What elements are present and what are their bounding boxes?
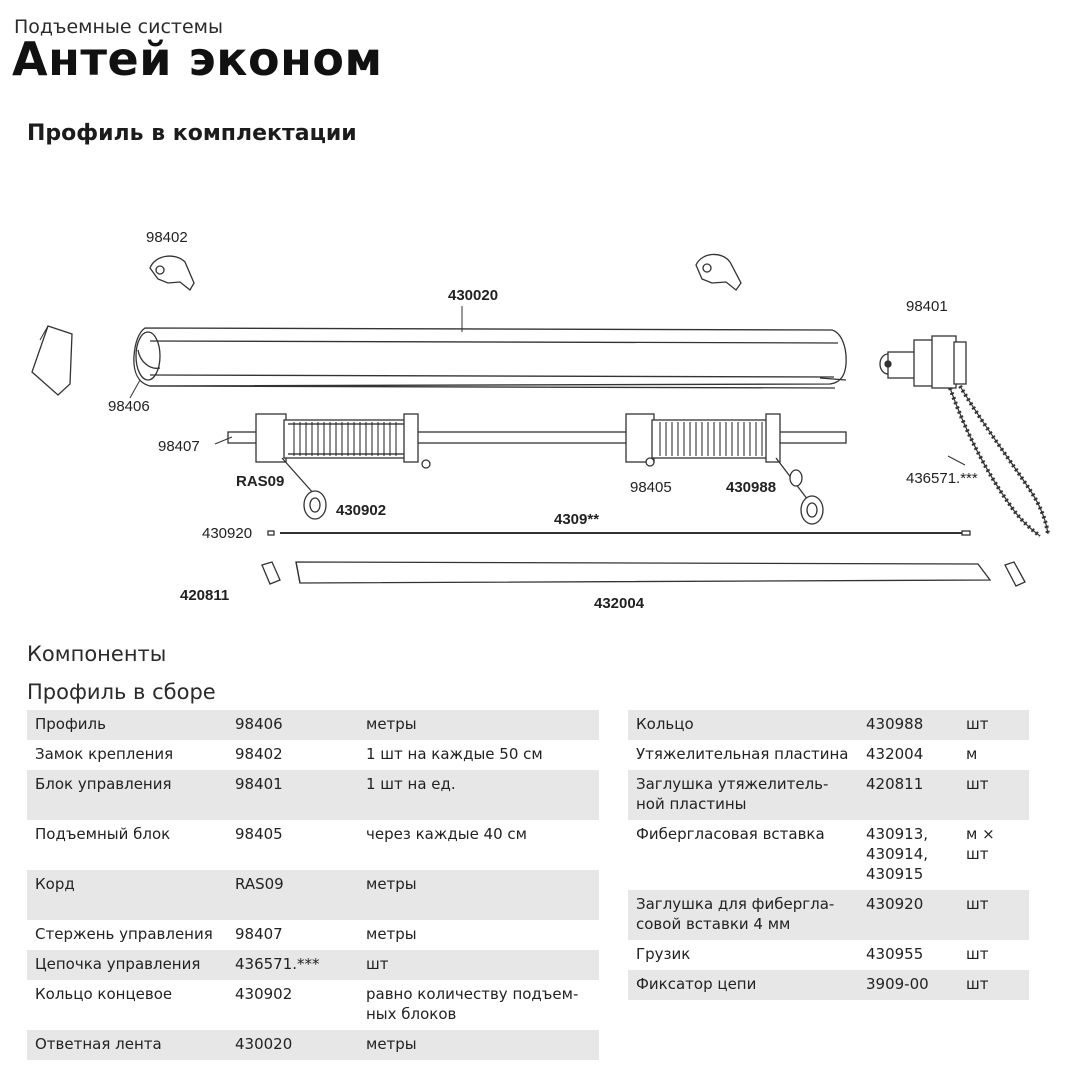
cell-unit: шт xyxy=(958,890,1029,940)
cell-qty: метры xyxy=(358,870,599,920)
cell-code: RAS09 xyxy=(227,870,358,920)
table-row xyxy=(628,940,1029,970)
label-430020: 430020 xyxy=(448,287,499,304)
cell-code: 3909-00 xyxy=(858,970,958,1000)
assembly-diagram xyxy=(0,170,1073,640)
cell-name: Заглушка утяжелитель- ной пластины xyxy=(628,770,858,820)
cell-qty: метры xyxy=(358,1030,599,1060)
cell-name: Корд xyxy=(27,870,227,920)
cell-name: Кольцо концевое xyxy=(35,985,173,1003)
section-heading: Профиль в комплектации xyxy=(27,121,357,146)
cell-name: Подъемный блок xyxy=(35,825,171,843)
label-98407: 98407 xyxy=(158,438,200,455)
end-cap xyxy=(32,326,72,395)
cell-code: 98406 xyxy=(227,710,358,740)
cell-qty: шт xyxy=(358,950,599,980)
cell-name: Утяжелительная пластина xyxy=(636,745,849,763)
label-430988: 430988 xyxy=(726,479,777,496)
cell-qty: 1 шт на каждые 50 см xyxy=(366,745,543,763)
cell-code: 420811 xyxy=(858,770,958,820)
cell-code: 98405 xyxy=(235,825,283,843)
cell-code: 432004 xyxy=(866,745,924,763)
cell-name: Профиль xyxy=(27,710,227,740)
table-row xyxy=(27,950,599,980)
cell-name: Ответная лента xyxy=(27,1030,227,1060)
weight-plate-cap-right xyxy=(1005,562,1025,586)
table-row xyxy=(27,920,599,950)
cell-qty: метры xyxy=(366,925,417,943)
table-row xyxy=(27,710,599,740)
table-row xyxy=(27,980,599,1030)
cell-qty: 1 шт на ед. xyxy=(358,770,599,820)
cell-name: Фибергласовая вставка xyxy=(636,825,825,843)
label-98406: 98406 xyxy=(108,398,150,415)
cell-name: Заглушка для фибергла- совой вставки 4 мм xyxy=(628,890,858,940)
label-ras09: RAS09 xyxy=(236,473,285,490)
components-table-right xyxy=(628,710,1029,1000)
cell-code: 430988 xyxy=(858,710,958,740)
cell-code: 430020 xyxy=(227,1030,358,1060)
leader-98406 xyxy=(130,380,140,398)
label-98402: 98402 xyxy=(146,229,188,246)
table-row xyxy=(628,770,1029,820)
cell-code: 430913, 430914, 430915 xyxy=(866,825,929,883)
cell-name: Стержень управления xyxy=(35,925,213,943)
cell-code: 98407 xyxy=(235,925,283,943)
cell-unit: шт xyxy=(966,945,989,963)
label-430902: 430902 xyxy=(336,502,387,519)
cell-name: Фиксатор цепи xyxy=(628,970,858,1000)
cell-name: Блок управления xyxy=(27,770,227,820)
table-row xyxy=(628,970,1029,1000)
profile-rail xyxy=(134,328,846,388)
cell-unit: шт xyxy=(958,710,1029,740)
doc-subtitle: Подъемные системы xyxy=(14,16,223,38)
cell-unit: м × шт xyxy=(966,825,995,863)
components-heading: Компоненты xyxy=(27,642,167,666)
mounting-clip-right xyxy=(696,254,741,290)
cell-code: 436571.*** xyxy=(227,950,358,980)
table-row xyxy=(27,820,599,870)
cell-name: Цепочка управления xyxy=(27,950,227,980)
table-row xyxy=(628,740,1029,770)
control-chain xyxy=(950,386,1048,536)
assembly-heading: Профиль в сборе xyxy=(27,680,216,704)
cell-name: Замок крепления xyxy=(35,745,174,763)
table-row xyxy=(628,890,1029,940)
cell-unit: шт xyxy=(958,970,1029,1000)
cell-code: 430920 xyxy=(858,890,958,940)
table-row xyxy=(27,870,599,920)
label-436571: 436571.*** xyxy=(906,470,978,487)
table-row xyxy=(628,820,1029,890)
components-table-left xyxy=(27,710,599,1060)
table-row xyxy=(27,740,599,770)
cell-code: 430955 xyxy=(866,945,924,963)
fiberglass-insert xyxy=(268,531,970,535)
label-98405: 98405 xyxy=(630,479,672,496)
lift-block-right xyxy=(626,414,823,524)
cell-code: 430902 xyxy=(235,985,293,1003)
weight-plate-cap-left xyxy=(262,562,280,584)
weight-plate xyxy=(296,562,990,583)
cell-unit: шт xyxy=(958,770,1029,820)
cell-unit: м xyxy=(966,745,978,763)
table-row xyxy=(27,770,599,820)
control-unit xyxy=(880,336,966,388)
label-420811: 420811 xyxy=(180,587,230,604)
mounting-clip-left xyxy=(150,256,194,290)
label-432004: 432004 xyxy=(594,595,645,612)
cell-qty: равно количеству подъем- ных блоков xyxy=(366,985,579,1023)
label-430920: 430920 xyxy=(202,525,253,542)
table-row xyxy=(628,710,1029,740)
table-row xyxy=(27,1030,599,1060)
cell-name: Грузик xyxy=(636,945,691,963)
label-98401: 98401 xyxy=(906,298,948,315)
label-4309: 4309** xyxy=(554,511,600,528)
cell-code: 98402 xyxy=(235,745,283,763)
cell-name: Кольцо xyxy=(628,710,858,740)
doc-title: Антей эконом xyxy=(12,32,383,86)
cell-code: 98401 xyxy=(227,770,358,820)
cell-qty: через каждые 40 см xyxy=(366,825,527,843)
cell-qty: метры xyxy=(358,710,599,740)
